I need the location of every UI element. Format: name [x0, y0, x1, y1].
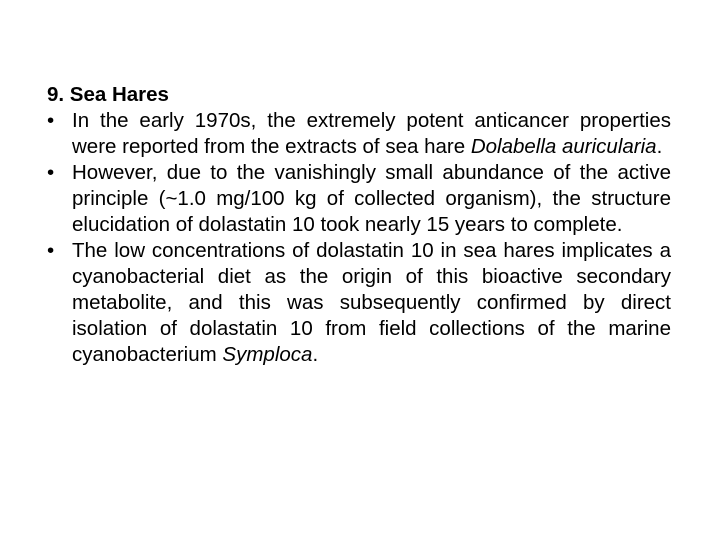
slide-content — [47, 82, 671, 368]
species-name: Dolabella auricularia — [470, 135, 657, 158]
bullet-text-start: The low concentrations of dolastatin 10 in sea hares implicates a cyanobacterial diet as the origin of this bioactive secondary metabolite, and this was subsequently confirmed by direct isolation of dolastatin 10 from field collections of the marine cyanobacterium — [72, 239, 671, 366]
slide-title: 9. Sea Hares — [47, 83, 169, 106]
bullet-text-end: . — [312, 343, 319, 366]
bullet-marker: • — [47, 161, 55, 184]
genus-name: Symploca — [222, 343, 313, 366]
bullet-text-start: However, due to the vanishingly small abundance of the active principle (~1.0 mg/100 kg of collected organism), the structure elucidation of dolastatin 10 took nearly 15 years to complete. — [72, 161, 671, 236]
bullet-item-2 — [47, 160, 671, 238]
bullet-item-1 — [47, 108, 671, 160]
bullet-text-start: In the early 1970s, the extremely potent anticancer properties were reported from the extracts of sea hare — [72, 109, 671, 158]
bullet-list — [47, 108, 671, 368]
bullet-text — [72, 239, 671, 366]
bullet-item-3 — [47, 238, 671, 368]
bullet-text — [72, 109, 671, 158]
bullet-marker: • — [47, 239, 55, 262]
bullet-text-end: . — [656, 135, 663, 158]
bullet-marker: • — [47, 109, 55, 132]
bullet-text — [72, 161, 671, 236]
